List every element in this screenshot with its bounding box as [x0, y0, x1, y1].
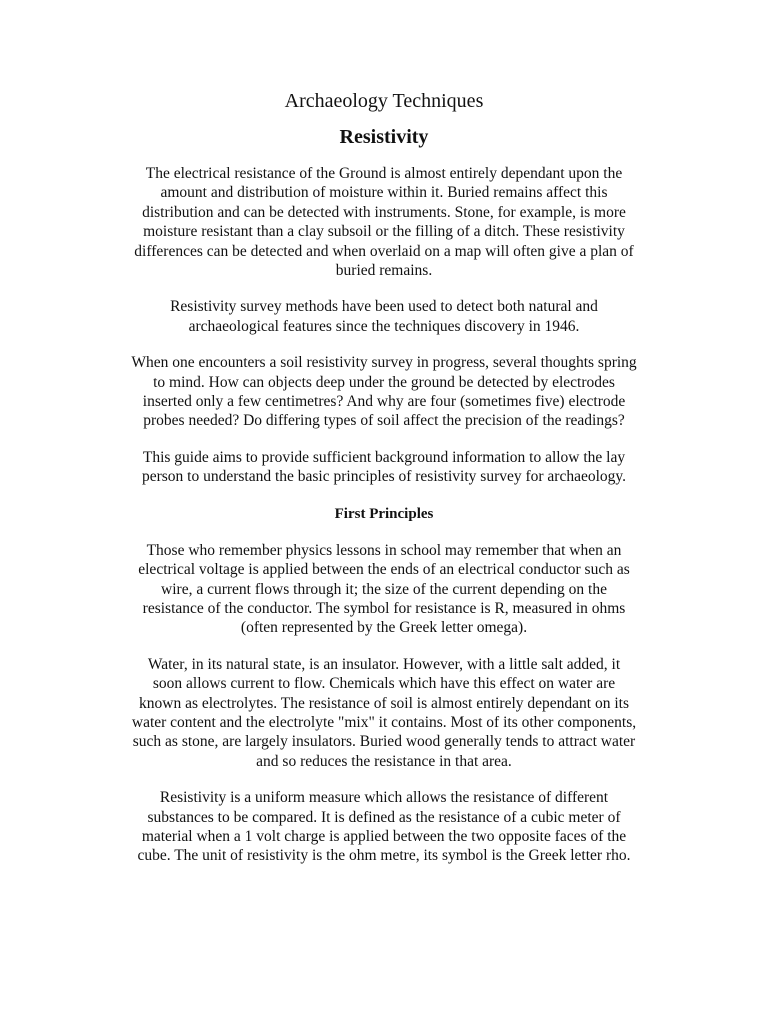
- text-line: The electrical resistance of the Ground is almost entirely dependant upon the: [145, 165, 623, 182]
- text-line: cube. The unit of resistivity is the ohm metre, its symbol is the Greek letter rho.: [137, 847, 631, 865]
- text-line: moisture resistant than a clay subsoil or the filling of a ditch. These resistivity: [143, 223, 625, 241]
- paragraph: [100, 164, 668, 280]
- text-line: substances to be compared. It is defined as the resistance of a cubic meter of: [147, 808, 621, 826]
- subsection-title: First Principles: [334, 505, 434, 522]
- paragraph: [100, 788, 668, 866]
- text-line: such as stone, are largely insulators. Buried wood generally tends to attract water: [132, 733, 636, 751]
- text-line: electrical voltage is applied between the ends of an electrical conductor such as: [138, 561, 630, 579]
- text-line: (often represented by the Greek letter omega).: [240, 619, 528, 637]
- first-principles-section: [100, 541, 668, 866]
- section-title: Resistivity: [339, 126, 429, 148]
- text-line: to mind. How can objects deep under the ground be detected by electrodes: [153, 373, 615, 391]
- paragraph: [100, 353, 668, 431]
- document-page: [100, 88, 668, 883]
- text-line: This guide aims to provide sufficient background information to allow the lay: [142, 448, 626, 466]
- text-line: Those who remember physics lessons in school may remember that when an: [146, 541, 622, 559]
- text-line: known as electrolytes. The resistance of soil is almost entirely dependant on its: [139, 694, 629, 712]
- paragraph: [100, 655, 668, 771]
- paragraph: [100, 541, 668, 638]
- text-line: amount and distribution of moisture within it. Buried remains affect this: [160, 184, 608, 202]
- text-line: material when a 1 volt charge is applied between the two opposite faces of the: [141, 827, 627, 845]
- text-line: probes needed? Do differing types of soil affect the precision of the readings?: [143, 412, 625, 430]
- document-title: Archaeology Techniques: [284, 90, 484, 112]
- text-line: soon allows current to flow. Chemicals which have this effect on water are: [152, 675, 616, 693]
- text-line: resistance of the conductor. The symbol for resistance is R, measured in ohms: [142, 599, 626, 617]
- text-line: distribution and can be detected with instruments. Stone, for example, is more: [142, 203, 626, 221]
- text-line: water content and the electrolyte "mix" it contains. Most of its other components,: [131, 713, 637, 731]
- text-line: When one encounters a soil resistivity survey in progress, several thoughts spring: [131, 354, 637, 372]
- text-line: wire, a current flows through it; the size of the current depending on the: [161, 580, 607, 598]
- text-line: person to understand the basic principles of resistivity survey for archaeology.: [141, 468, 627, 486]
- text-line: Resistivity is a uniform measure which allows the resistance of different: [159, 789, 609, 807]
- text-line: inserted only a few centimetres? And why are four (sometimes five) electrode: [142, 393, 626, 411]
- text-line: differences can be detected and when overlaid on a map will often give a plan of: [134, 242, 634, 260]
- text-line: archaeological features since the techniques discovery in 1946.: [188, 317, 580, 335]
- text-line: Resistivity survey methods have been used to detect both natural and: [170, 298, 598, 316]
- intro-section: [100, 164, 668, 487]
- text-line: buried remains.: [335, 262, 433, 280]
- paragraph: [100, 448, 668, 487]
- text-line: Water, in its natural state, is an insulator. However, with a little salt added, it: [147, 655, 621, 673]
- text-line: and so reduces the resistance in that area.: [256, 752, 512, 770]
- paragraph: [100, 297, 668, 336]
